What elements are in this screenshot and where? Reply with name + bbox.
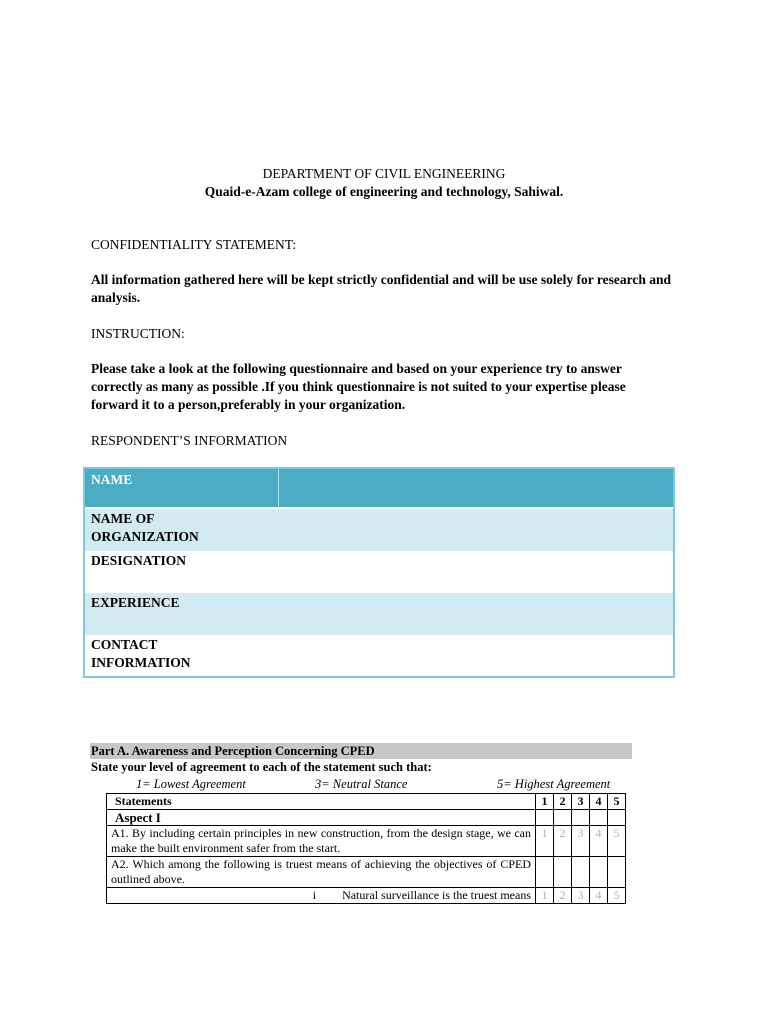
i-option-2[interactable]: 2	[554, 888, 572, 904]
i-option-5[interactable]: 5	[608, 888, 626, 904]
a1-option-5[interactable]: 5	[608, 826, 626, 857]
aspect-row	[107, 810, 626, 826]
col-1: 1	[536, 794, 554, 810]
row-designation[interactable]	[85, 551, 673, 593]
table-row	[107, 857, 626, 888]
scale-highest: 5= Highest Agreement	[497, 777, 611, 791]
i-option-4[interactable]: 4	[590, 888, 608, 904]
label-name: NAME	[91, 472, 133, 487]
confidentiality-heading: CONFIDENTIALITY STATEMENT:	[91, 237, 297, 252]
statement-a2: A2. Which among the following is truest means of achieving the objectives of CPED outlined above.	[107, 857, 536, 888]
item-text: Natural surveillance is the truest means	[342, 888, 531, 902]
a1-option-3[interactable]: 3	[572, 826, 590, 857]
label-designation: DESIGNATION	[91, 553, 187, 568]
a1-option-4[interactable]: 4	[590, 826, 608, 857]
scale-neutral: 3= Neutral Stance	[315, 777, 408, 791]
statement-a1: A1. By including certain principles in new construction, from the design stage, we can make the built environment safer from the start.	[107, 826, 536, 857]
col-2: 2	[554, 794, 572, 810]
row-contact[interactable]	[85, 635, 673, 676]
item-number: i	[312, 888, 317, 902]
col-3: 3	[572, 794, 590, 810]
row-organization[interactable]	[85, 509, 673, 551]
department-title: DEPARTMENT OF CIVIL ENGINEERING	[262, 166, 506, 181]
instruction-text: Please take a look at the following questionnaire and based on your experience try to answer correctly as many as possible .If you think questionnaire is not suited to your expertise please forward it to a person,preferably in your organization.	[91, 361, 626, 412]
statement-item-i	[107, 888, 536, 904]
row-experience[interactable]	[85, 593, 673, 635]
table-row	[107, 888, 626, 904]
college-subtitle: Quaid-e-Azam college of engineering and technology, Sahiwal.	[204, 184, 564, 199]
instruction-heading: INSTRUCTION:	[91, 326, 185, 341]
col-4: 4	[590, 794, 608, 810]
i-option-3[interactable]: 3	[572, 888, 590, 904]
row-name[interactable]	[85, 469, 673, 509]
label-organization: NAME OF ORGANIZATION	[91, 511, 199, 544]
i-option-1[interactable]: 1	[536, 888, 554, 904]
col-5: 5	[608, 794, 626, 810]
aspect-label: Aspect I	[107, 810, 536, 826]
a1-option-1[interactable]: 1	[536, 826, 554, 857]
part-a-title: Part A. Awareness and Perception Concerning CPED	[91, 744, 375, 758]
scale-lowest: 1= Lowest Agreement	[136, 777, 246, 791]
questionnaire-table	[106, 793, 626, 904]
confidentiality-text: All information gathered here will be kept strictly confidential and will be use solely for research and analysis.	[91, 272, 671, 305]
a1-option-2[interactable]: 2	[554, 826, 572, 857]
part-a-instruction: State your level of agreement to each of the statement such that:	[91, 760, 432, 774]
statements-header: Statements	[107, 794, 536, 810]
label-contact: CONTACT INFORMATION	[91, 637, 191, 670]
respondent-table	[83, 467, 675, 678]
column-divider	[278, 469, 279, 509]
table-row	[107, 826, 626, 857]
table-header-row	[107, 794, 626, 810]
label-experience: EXPERIENCE	[91, 595, 180, 610]
respondent-heading: RESPONDENT’S INFORMATION	[91, 433, 288, 448]
